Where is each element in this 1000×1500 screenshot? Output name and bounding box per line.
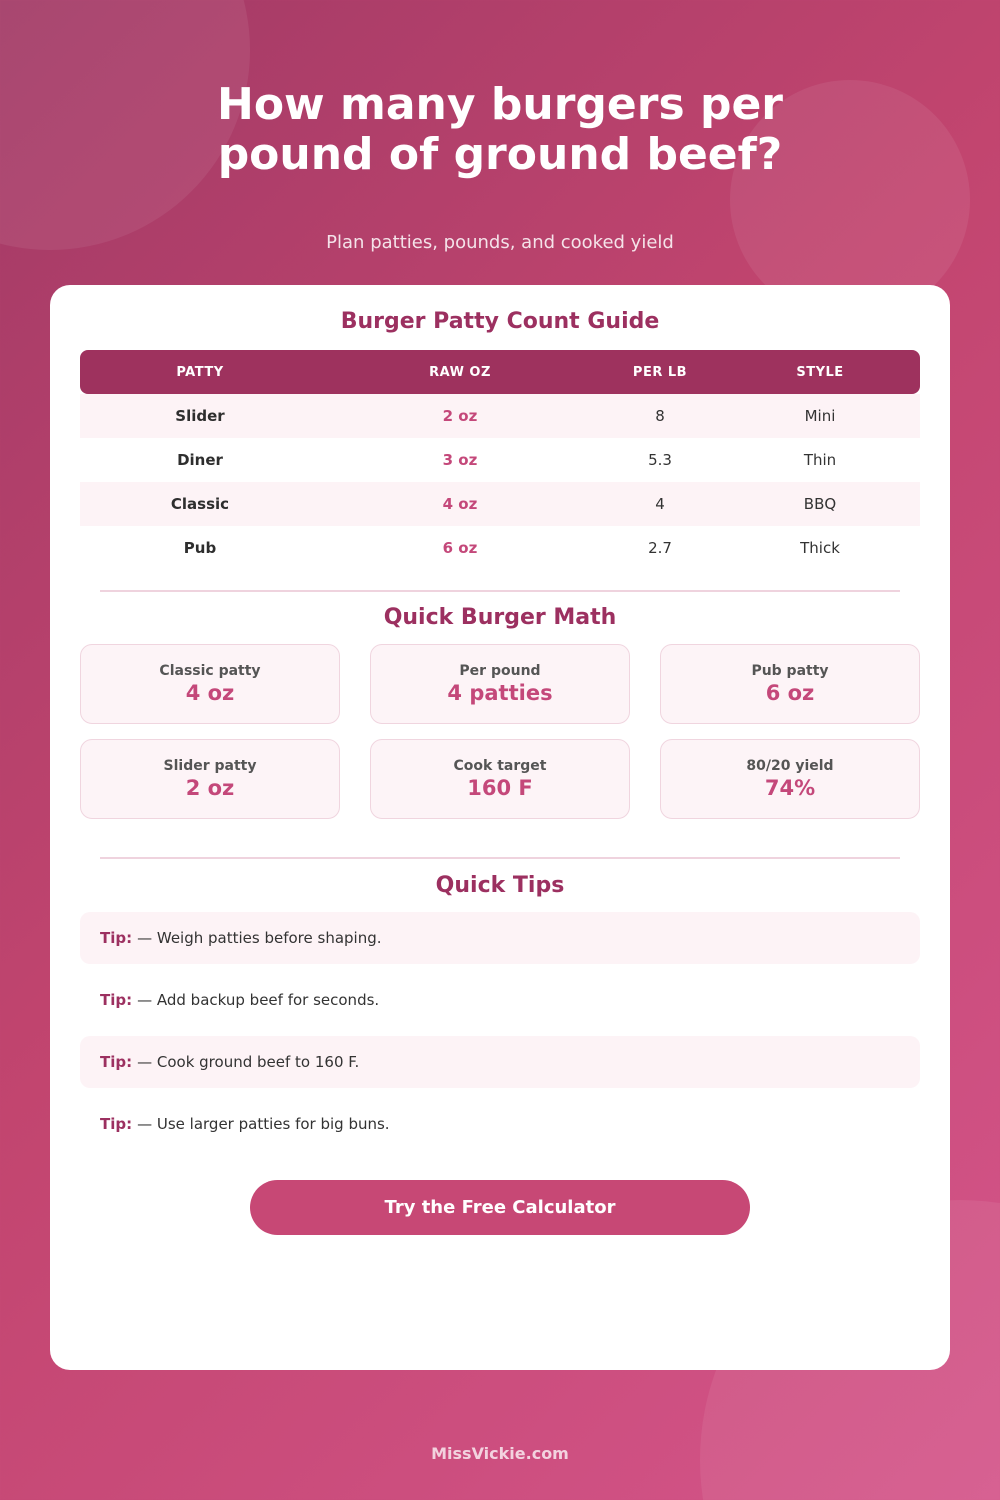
- stat-label: Per pound: [459, 663, 541, 679]
- column-header-style: STYLE: [796, 364, 844, 380]
- cell-style: Thick: [800, 539, 840, 557]
- stat-tile-per-pound: [370, 644, 630, 724]
- table-header: [80, 350, 920, 394]
- stat-tile-yield: [660, 739, 920, 819]
- section-divider: [100, 590, 900, 592]
- table-row: [80, 482, 920, 526]
- tip-label: Tip:: [100, 991, 133, 1009]
- cell-patty: Classic: [170, 495, 230, 513]
- tip-item: [80, 912, 920, 964]
- stat-label: 80/20 yield: [746, 758, 834, 774]
- page-title-line-1: How many burgers per: [217, 79, 783, 130]
- math-title: Quick Burger Math: [383, 605, 617, 630]
- footer-site-name[interactable]: MissVickie.com: [431, 1444, 569, 1463]
- cell-style: Mini: [804, 407, 836, 425]
- stat-label: Pub patty: [751, 663, 829, 679]
- tip-label: Tip:: [100, 929, 133, 947]
- cell-per-lb: 8: [655, 407, 665, 425]
- cell-patty: Diner: [177, 451, 223, 469]
- guide-title: Burger Patty Count Guide: [340, 309, 660, 334]
- cell-patty: Pub: [183, 539, 217, 557]
- column-header-patty: PATTY: [176, 364, 224, 380]
- tips-title: Quick Tips: [435, 873, 565, 898]
- cell-per-lb: 4: [655, 495, 665, 513]
- tip-item: [80, 1036, 920, 1088]
- tip-text: — Use larger patties for big buns.: [137, 1115, 390, 1133]
- cell-per-lb: 2.7: [648, 539, 672, 557]
- cell-per-lb: 5.3: [648, 451, 672, 469]
- table-row: [80, 394, 920, 438]
- cell-raw-oz: 2 oz: [442, 407, 478, 425]
- column-header-raw-oz: RAW OZ: [429, 364, 491, 380]
- stat-value: 160 F: [467, 776, 533, 800]
- free-calculator-button[interactable]: Try the Free Calculator: [250, 1180, 750, 1235]
- table-row: [80, 526, 920, 570]
- stat-label: Classic patty: [159, 663, 261, 679]
- tip-text: — Cook ground beef to 160 F.: [137, 1053, 360, 1071]
- stat-label: Cook target: [453, 758, 547, 774]
- tip-text: — Weigh patties before shaping.: [137, 929, 382, 947]
- tip-item: [80, 1098, 920, 1150]
- cell-patty: Slider: [175, 407, 225, 425]
- column-header-per-lb: PER LB: [632, 364, 688, 380]
- stat-tile-slider-patty: [80, 739, 340, 819]
- cell-style: Thin: [803, 451, 837, 469]
- table-row: [80, 438, 920, 482]
- page-title-line-2: pound of ground beef?: [217, 129, 783, 180]
- tip-label: Tip:: [100, 1115, 133, 1133]
- cell-raw-oz: 4 oz: [442, 495, 478, 513]
- cell-raw-oz: 3 oz: [442, 451, 478, 469]
- cell-style: BBQ: [803, 495, 837, 513]
- stat-value: 2 oz: [185, 776, 235, 800]
- stat-tile-cook-target: [370, 739, 630, 819]
- section-divider: [100, 857, 900, 859]
- stat-tile-pub-patty: [660, 644, 920, 724]
- stat-value: 74%: [764, 776, 816, 800]
- page-subtitle: Plan patties, pounds, and cooked yield: [326, 232, 674, 253]
- tip-label: Tip:: [100, 1053, 133, 1071]
- stat-value: 4 oz: [185, 681, 235, 705]
- tip-item: [80, 974, 920, 1026]
- cell-raw-oz: 6 oz: [442, 539, 478, 557]
- stat-tile-classic-patty: [80, 644, 340, 724]
- content-card: [50, 285, 950, 1370]
- stat-label: Slider patty: [163, 758, 257, 774]
- tip-text: — Add backup beef for seconds.: [137, 991, 380, 1009]
- page-title: [100, 80, 900, 180]
- stat-value: 6 oz: [765, 681, 815, 705]
- patty-count-table: [80, 350, 920, 570]
- stat-value: 4 patties: [447, 681, 553, 705]
